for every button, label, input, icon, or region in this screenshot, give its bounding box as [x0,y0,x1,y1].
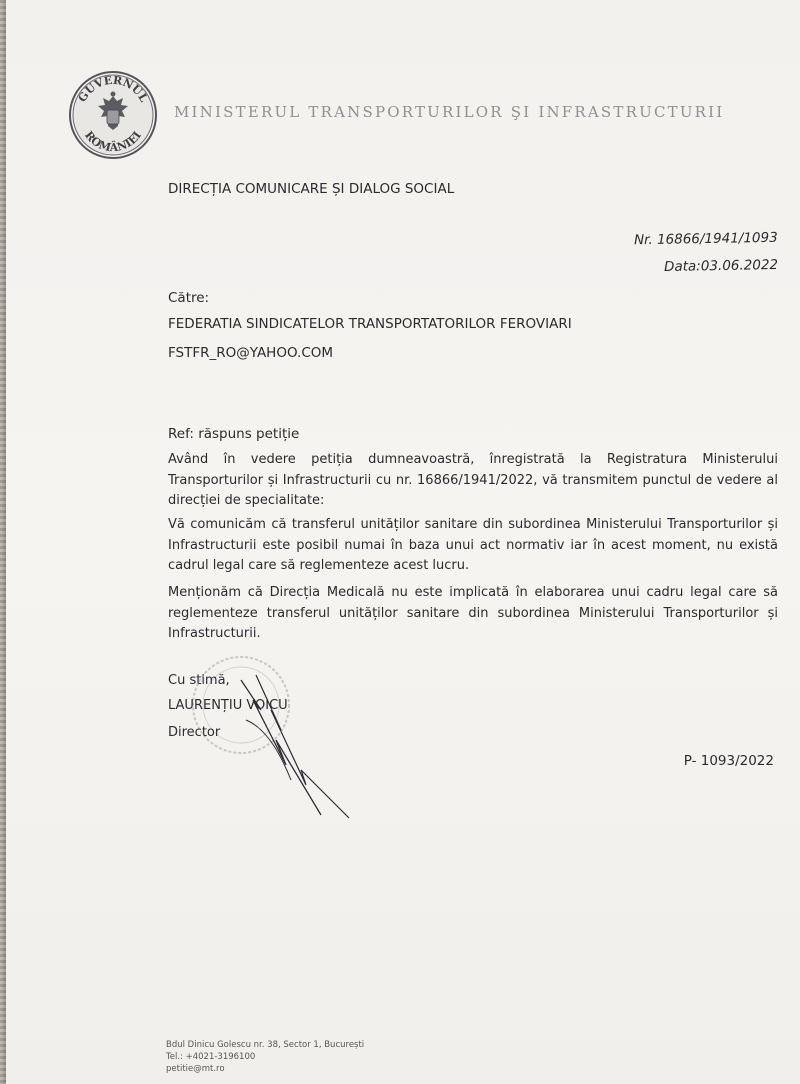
document-p-number: P- 1093/2022 [683,753,774,769]
svg-text:GUVERNUL: GUVERNUL [75,73,151,105]
government-emblem-seal [68,70,158,160]
svg-text:ROMÂNIEI: ROMÂNIEI [82,128,144,155]
paragraph-2: Vă comunicăm că transferul unităților sanitare din subordinea Ministerului Transporturilor și Infrastructurii este posibil numai în baza unui act normativ iar în acest moment, nu există cadrul legal care să reglementeze acest lucru. [168,517,778,573]
registration-number: Nr. 16866/1941/1093 [634,229,779,249]
reference-line: Ref: răspuns petiție [168,426,300,442]
closing-line: Cu stimă, [168,673,230,688]
department-name: DIRECȚIA COMUNICARE ȘI DIALOG SOCIAL [168,181,455,197]
handwritten-signature [231,670,361,820]
footer-phone: Tel.: +4021-3196100 [166,1052,256,1062]
paragraph-3: Menționăm că Direcția Medicală nu este implicată în elaborarea unui cadru legal care să reglementeze transferul unităților sanitare din subordinea Ministerului Transporturilor și Infrastructurii. [168,585,778,641]
footer-email: petitie@mt.ro [166,1064,225,1074]
recipient-name: FEDERATIA SINDICATELOR TRANSPORTATORILOR FEROVIARI [168,316,572,332]
document-date: Data:03.06.2022 [663,257,779,275]
signatory-name: LAURENȚIU VOICU [168,698,288,713]
ministry-name: MINISTERUL TRANSPORTURILOR ŞI INFRASTRUCTURII [174,103,725,121]
footer-address: Bdul Dinicu Golescu nr. 38, Sector 1, București [166,1040,365,1050]
letter-page [6,0,800,1084]
signatory-title: Director [168,725,221,740]
recipient-email: FSTFR_RO@YAHOO.COM [168,345,334,361]
recipient-label: Către: [168,290,210,306]
paragraph-1: Având în vedere petiția dumneavoastră, înregistrată la Registratura Ministerului Transporturilor și Infrastructurii cu nr. 16866/1941/2022, vă transmitem punctul de vedere al direcției de specialitate: [168,452,778,508]
